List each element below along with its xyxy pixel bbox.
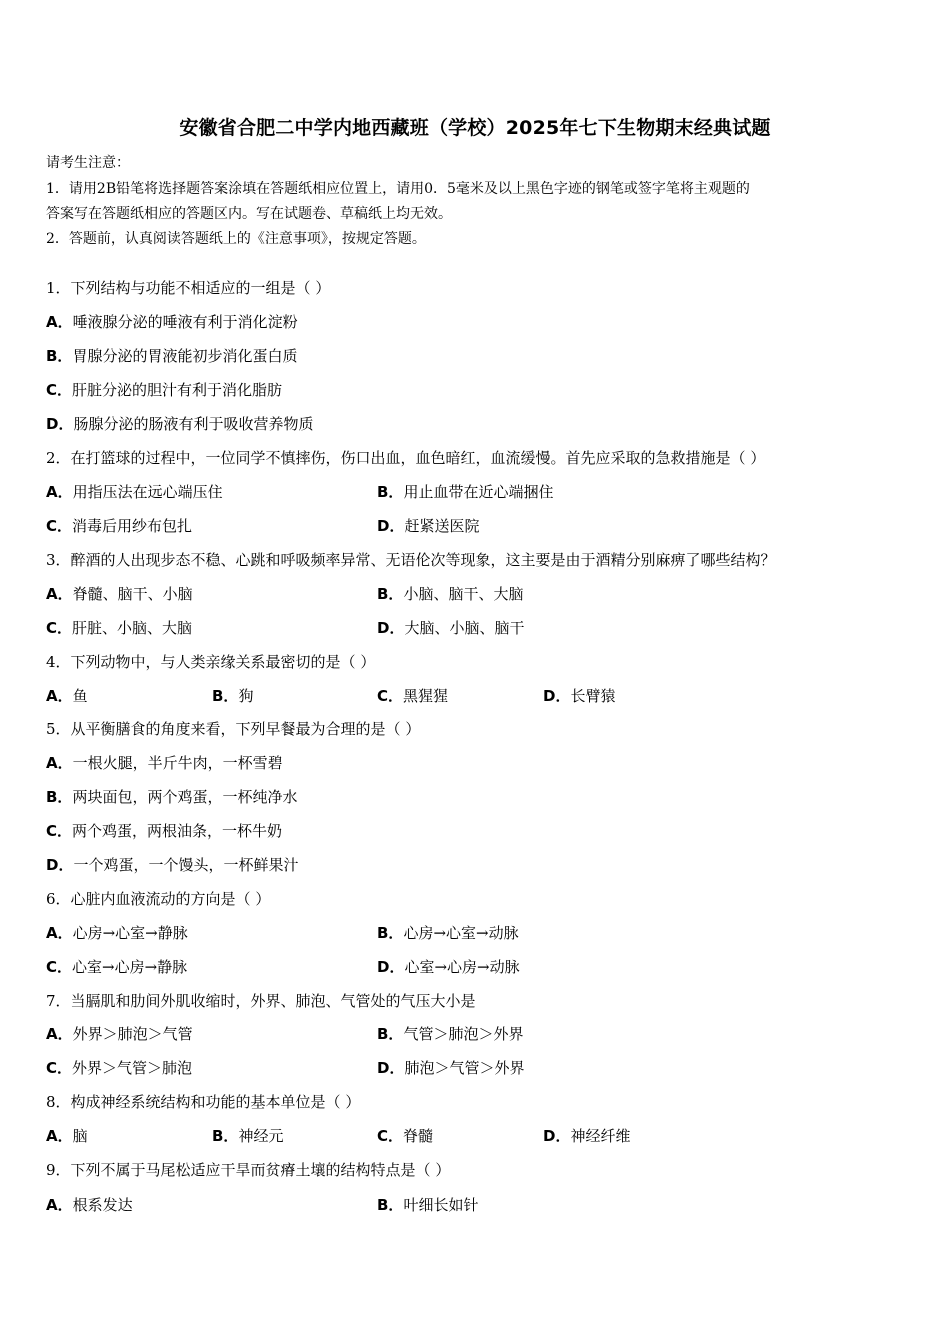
q8-option-c: C．脊髓 bbox=[377, 1127, 434, 1145]
question-4-stem: 4．下列动物中，与人类亲缘关系最密切的是（ ） bbox=[46, 653, 376, 671]
notice-line-1a: 1．请用2B铅笔将选择题答案涂填在答题纸相应位置上，请用0．5毫米及以上黑色字迹的钢笔或签字笔将主观题的 bbox=[46, 181, 750, 197]
q6-option-b: B．心房→心室→动脉 bbox=[377, 924, 519, 942]
q8-option-a: A．脑 bbox=[46, 1127, 88, 1145]
q8-option-d: D．神经纤维 bbox=[543, 1127, 631, 1145]
q4-option-b: B．狗 bbox=[212, 687, 254, 705]
question-5-stem: 5．从平衡膳食的角度来看，下列早餐最为合理的是（ ） bbox=[46, 720, 421, 738]
q2-option-d: D．赶紧送医院 bbox=[377, 517, 480, 535]
q3-option-b: B．小脑、脑干、大脑 bbox=[377, 585, 524, 603]
q7-option-b: B．气管＞肺泡＞外界 bbox=[377, 1025, 524, 1043]
q7-option-d: D．肺泡＞气管＞外界 bbox=[377, 1059, 525, 1077]
page-title: 安徽省合肥二中学内地西藏班（学校）2025年七下生物期末经典试题 bbox=[179, 117, 771, 139]
q5-option-b: B．两块面包，两个鸡蛋，一杯纯净水 bbox=[46, 788, 298, 806]
question-6-stem: 6．心脏内血液流动的方向是（ ） bbox=[46, 890, 271, 908]
q4-option-d: D．长臂猿 bbox=[543, 687, 616, 705]
q6-option-a: A．心房→心室→静脉 bbox=[46, 924, 188, 942]
q1-option-b: B．胃腺分泌的胃液能初步消化蛋白质 bbox=[46, 347, 298, 365]
q2-option-c: C．消毒后用纱布包扎 bbox=[46, 517, 193, 535]
question-1-stem: 1．下列结构与功能不相适应的一组是（ ） bbox=[46, 279, 331, 297]
q7-option-c: C．外界＞气管＞肺泡 bbox=[46, 1059, 193, 1077]
q1-option-c: C．肝脏分泌的胆汁有利于消化脂肪 bbox=[46, 381, 283, 399]
q6-option-c: C．心室→心房→静脉 bbox=[46, 958, 188, 976]
q4-option-a: A．鱼 bbox=[46, 687, 88, 705]
question-9-stem: 9．下列不属于马尾松适应干旱而贫瘠土壤的结构特点是（ ） bbox=[46, 1161, 451, 1179]
q2-option-b: B．用止血带在近心端捆住 bbox=[377, 483, 554, 501]
question-7-stem: 7．当膈肌和肋间外肌收缩时，外界、肺泡、气管处的气压大小是 bbox=[46, 992, 476, 1010]
q7-option-a: A．外界＞肺泡＞气管 bbox=[46, 1025, 193, 1043]
q3-option-d: D．大脑、小脑、脑干 bbox=[377, 619, 525, 637]
q9-option-b: B．叶细长如针 bbox=[377, 1196, 479, 1214]
q5-option-d: D．一个鸡蛋，一个馒头，一杯鲜果汁 bbox=[46, 856, 299, 874]
q1-option-d: D．肠腺分泌的肠液有利于吸收营养物质 bbox=[46, 415, 314, 433]
q2-option-a: A．用指压法在远心端压住 bbox=[46, 483, 223, 501]
q6-option-d: D．心室→心房→动脉 bbox=[377, 958, 520, 976]
question-2-stem: 2．在打篮球的过程中，一位同学不慎摔伤，伤口出血，血色暗红，血流缓慢。首先应采取的急救措施是（ ） bbox=[46, 449, 766, 467]
question-8-stem: 8．构成神经系统结构和功能的基本单位是（ ） bbox=[46, 1093, 361, 1111]
notice-line-1b: 答案写在答题纸相应的答题区内。写在试题卷、草稿纸上均无效。 bbox=[46, 206, 452, 222]
q1-option-a: A．唾液腺分泌的唾液有利于消化淀粉 bbox=[46, 313, 298, 331]
q8-option-b: B．神经元 bbox=[212, 1127, 284, 1145]
q4-option-c: C．黑猩猩 bbox=[377, 687, 449, 705]
question-3-stem: 3．醉酒的人出现步态不稳、心跳和呼吸频率异常、无语伦次等现象，这主要是由于酒精分别麻痹了哪些结构？ bbox=[46, 551, 776, 569]
q9-option-a: A．根系发达 bbox=[46, 1196, 133, 1214]
q5-option-c: C．两个鸡蛋，两根油条，一杯牛奶 bbox=[46, 822, 283, 840]
q3-option-a: A．脊髓、脑干、小脑 bbox=[46, 585, 193, 603]
notice-line-2: 2．答题前，认真阅读答题纸上的《注意事项》，按规定答题。 bbox=[46, 231, 426, 247]
notice-heading: 请考生注意： bbox=[46, 155, 130, 171]
q3-option-c: C．肝脏、小脑、大脑 bbox=[46, 619, 193, 637]
q5-option-a: A．一根火腿，半斤牛肉，一杯雪碧 bbox=[46, 754, 283, 772]
